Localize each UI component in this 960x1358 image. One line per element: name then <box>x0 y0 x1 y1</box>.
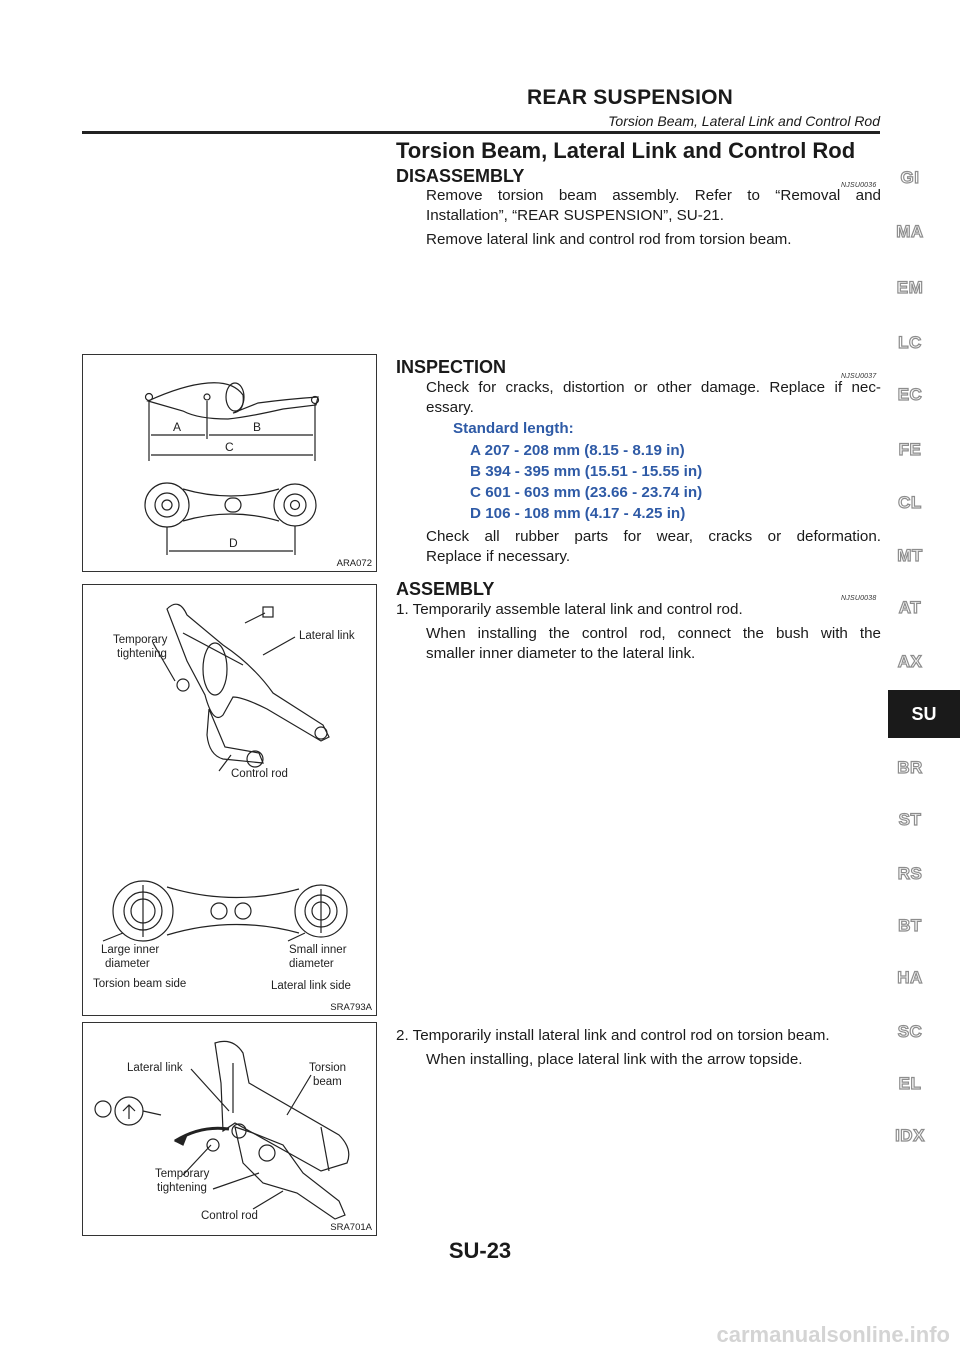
side-tab-gi[interactable]: GI <box>900 168 920 187</box>
assembly-step-1-note: When installing the control rod, connect the bush with the <box>426 625 881 642</box>
side-tab-ha[interactable]: HA <box>897 968 923 987</box>
figure-id: SRA793A <box>330 1002 372 1013</box>
disassembly-text-1b: Installation”, “REAR SUSPENSION”, SU-21. <box>426 207 724 224</box>
disassembly-heading: DISASSEMBLY <box>396 166 525 186</box>
dim-label-b: B <box>253 420 262 434</box>
section-title: Torsion Beam, Lateral Link and Control Rod <box>396 138 856 163</box>
label-control-rod: Control rod <box>231 768 288 780</box>
side-tab-mt[interactable]: MT <box>897 546 923 565</box>
label-tightening: tightening <box>157 1182 207 1194</box>
inspection-text-1: Check for cracks, distortion or other damage. Replace if nec- <box>426 379 881 396</box>
label-control-rod: Control rod <box>201 1210 258 1222</box>
label-temporary: Temporary <box>113 634 168 646</box>
assembly-step-1: 1. Temporarily assemble lateral link and control rod. <box>396 601 743 618</box>
inspection-code: NJSU0037 <box>841 373 877 380</box>
label-torsion-beam-side: Torsion beam side <box>93 978 187 990</box>
figure-id: SRA701A <box>330 1222 372 1233</box>
dim-label-d: D <box>229 536 238 550</box>
assembly-heading: ASSEMBLY <box>396 579 495 599</box>
side-tab-ec[interactable]: EC <box>897 385 923 404</box>
spec-c: C 601 - 603 mm (23.66 - 23.74 in) <box>470 484 703 501</box>
inspection-heading: INSPECTION <box>396 357 507 377</box>
side-tab-idx[interactable]: IDX <box>895 1126 925 1145</box>
install-diagram <box>83 1023 376 1235</box>
label-torsion: Torsion <box>309 1062 347 1074</box>
label-tightening: tightening <box>117 648 167 660</box>
figure-install <box>82 1022 377 1236</box>
dim-label-a: A <box>173 420 182 434</box>
side-tab-bt[interactable]: BT <box>898 916 922 935</box>
spec-d: D 106 - 108 mm (4.17 - 4.25 in) <box>470 505 686 522</box>
spec-b: B 394 - 395 mm (15.51 - 15.55 in) <box>470 463 703 480</box>
figure-id: ARA072 <box>336 558 372 569</box>
header-rule <box>82 131 880 134</box>
inspection-text-1b: essary. <box>426 399 474 416</box>
label-small-diameter: diameter <box>289 958 334 970</box>
spec-a: A 207 - 208 mm (8.15 - 8.19 in) <box>470 442 685 459</box>
side-tab-su-active[interactable]: SU <box>888 690 960 738</box>
label-large-diameter: diameter <box>105 958 150 970</box>
disassembly-text-1: Remove torsion beam assembly. Refer to “Removal and <box>426 187 881 204</box>
page-number: SU-23 <box>448 1238 512 1263</box>
assembly-diagram <box>83 585 376 1015</box>
assembly-step-2-note: When installing, place lateral link with the arrow topside. <box>426 1051 803 1068</box>
side-tab-cl[interactable]: CL <box>898 493 922 512</box>
label-small-inner: Small inner <box>289 944 347 956</box>
assembly-step-2: 2. Temporarily install lateral link and control rod on torsion beam. <box>396 1027 830 1044</box>
side-tab-rs[interactable]: RS <box>897 864 923 883</box>
inspection-text-2: Check all rubber parts for wear, cracks or deformation. <box>426 528 881 545</box>
side-tab-ma[interactable]: MA <box>896 222 924 241</box>
figure-inspection <box>82 354 377 572</box>
inspection-text-2b: Replace if necessary. <box>426 548 571 565</box>
page-header-subtitle: Torsion Beam, Lateral Link and Control Rod <box>608 113 880 129</box>
side-tab-st[interactable]: ST <box>898 810 922 829</box>
watermark: carmanualsonline.info <box>716 1322 950 1347</box>
inspection-diagram <box>83 355 376 571</box>
label-lateral-link: Lateral link <box>299 630 355 642</box>
side-tab-ax[interactable]: AX <box>897 652 923 671</box>
disassembly-text-2: Remove lateral link and control rod from torsion beam. <box>426 231 792 248</box>
side-tab-lc[interactable]: LC <box>898 333 922 352</box>
side-tab-em[interactable]: EM <box>896 278 924 297</box>
label-beam: beam <box>313 1076 342 1088</box>
label-temporary: Temporary <box>155 1168 210 1180</box>
side-tab-br[interactable]: BR <box>897 758 923 777</box>
side-tab-fe[interactable]: FE <box>898 440 922 459</box>
assembly-step-1-note-b: smaller inner diameter to the lateral link. <box>426 645 696 662</box>
dim-label-c: C <box>225 440 234 454</box>
side-tab-sc[interactable]: SC <box>897 1022 923 1041</box>
side-tab-at[interactable]: AT <box>898 598 922 617</box>
assembly-code: NJSU0038 <box>841 595 877 602</box>
label-lateral-link-side: Lateral link side <box>271 980 351 992</box>
figure-assembly <box>82 584 377 1016</box>
page-header-title: REAR SUSPENSION <box>526 86 734 109</box>
side-tab-el[interactable]: EL <box>898 1074 922 1093</box>
disassembly-code: NJSU0036 <box>841 182 877 189</box>
label-large-inner: Large inner <box>101 944 160 956</box>
standard-length-label: Standard length: <box>453 420 574 437</box>
label-lateral-link: Lateral link <box>127 1062 183 1074</box>
